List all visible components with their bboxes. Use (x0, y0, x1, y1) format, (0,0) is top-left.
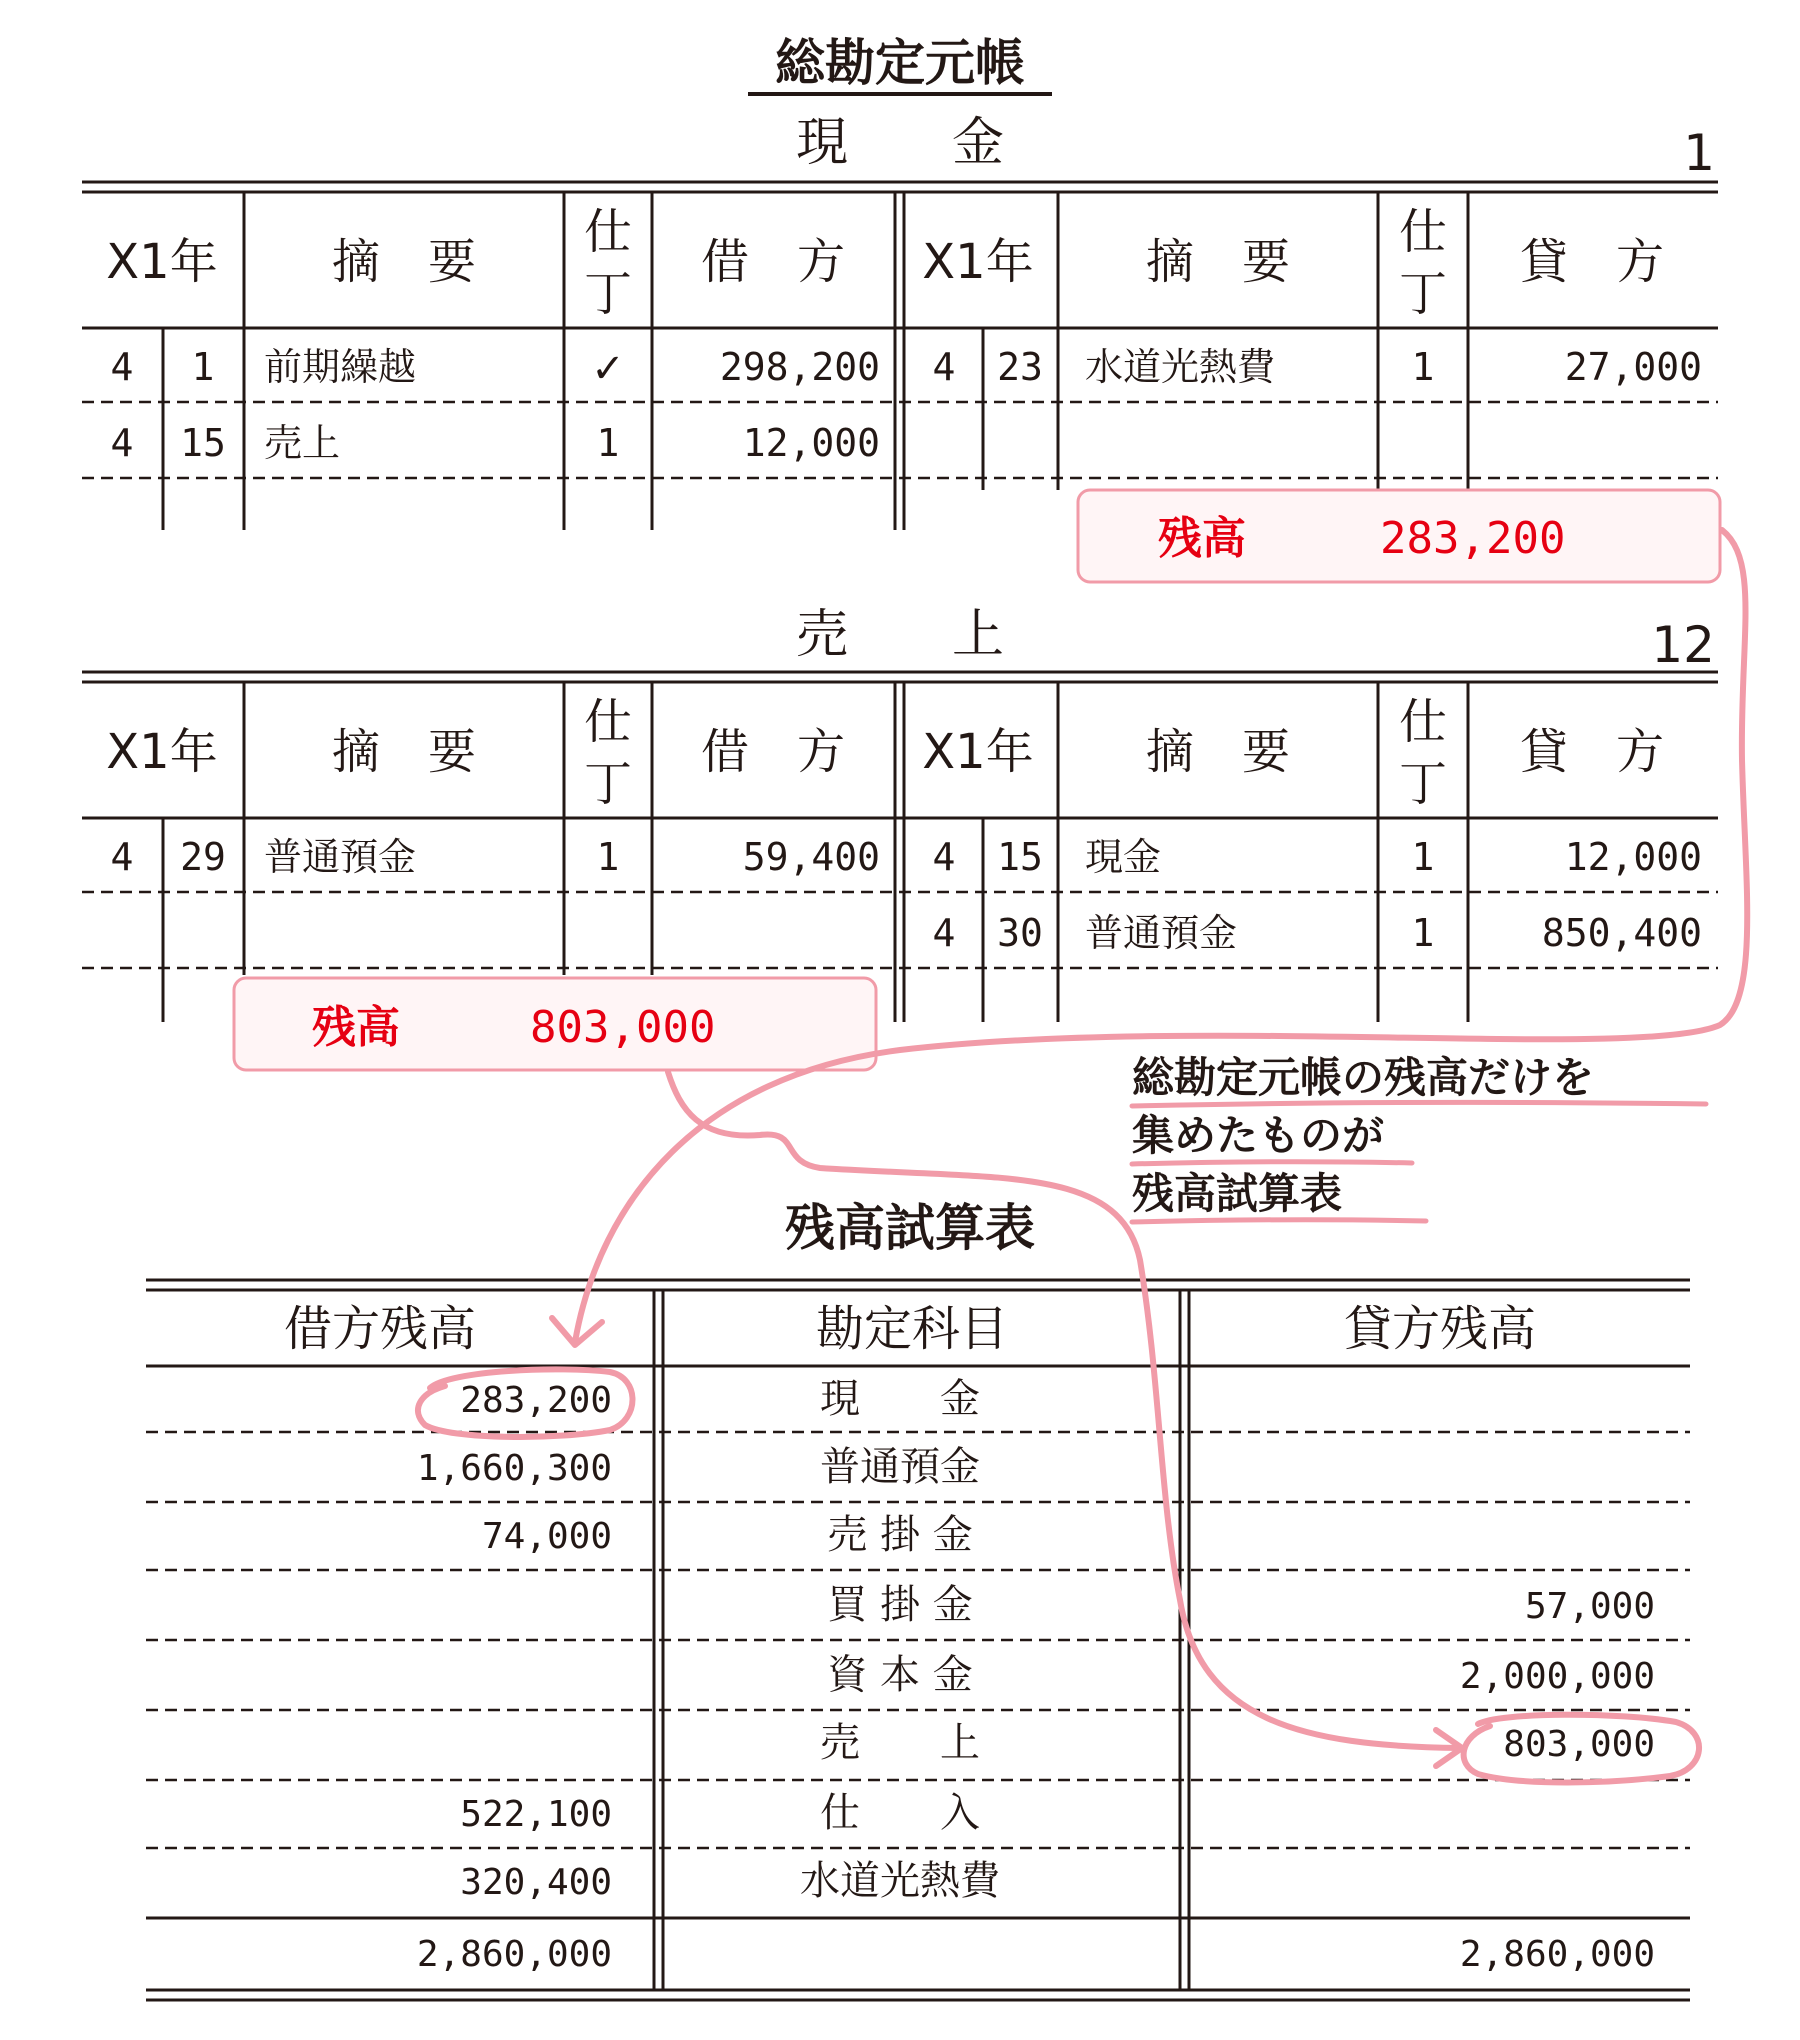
svg-text:普通預金: 普通預金 (1085, 911, 1238, 955)
svg-text:1: 1 (1411, 345, 1435, 389)
svg-text:4: 4 (110, 345, 134, 389)
svg-text:15: 15 (997, 835, 1043, 879)
table-row (460, 1858, 1002, 1904)
header-desc-left: 摘 要 (331, 724, 477, 780)
header-ref-bottom-left: 丁 (583, 756, 633, 812)
header-debit: 借 方 (700, 724, 846, 780)
total-credit: 2,860,000 (1459, 1934, 1655, 1975)
svg-text:1: 1 (596, 835, 620, 879)
header-ref-top-left: 仕 (583, 204, 633, 260)
svg-text:水道光熱費: 水道光熱費 (800, 1858, 1000, 1904)
ledger-number: 1 (1683, 124, 1715, 182)
table-row (820, 1720, 1655, 1766)
svg-text:1: 1 (191, 345, 215, 389)
svg-text:2,000,000: 2,000,000 (1459, 1656, 1655, 1697)
balance-label: 残高 (1158, 513, 1246, 564)
note-line-1: 総勘定元帳の残高だけを (1132, 1053, 1595, 1102)
trial-balance-rows (417, 1376, 1655, 1975)
svg-text:前期繰越: 前期繰越 (264, 345, 417, 389)
svg-text:57,000: 57,000 (1524, 1586, 1655, 1627)
svg-text:水道光熱費: 水道光熱費 (1085, 345, 1276, 389)
credit-rows (933, 835, 1702, 955)
balance-amount: 283,200 (1380, 513, 1566, 564)
svg-text:27,000: 27,000 (1564, 345, 1702, 389)
svg-text:12,000: 12,000 (1564, 835, 1702, 879)
header-year-right: X1年 (922, 234, 1034, 290)
svg-text:4: 4 (110, 421, 134, 465)
ledger-sales (82, 605, 1718, 1070)
general-ledger-title: 総勘定元帳 (775, 34, 1025, 92)
svg-text:283,200: 283,200 (460, 1380, 612, 1421)
table-row (482, 1512, 973, 1558)
ledger-name: 売 上 (795, 605, 1005, 665)
table-row (827, 1582, 1655, 1628)
debit-rows (111, 345, 880, 465)
svg-text:普通預金: 普通預金 (264, 835, 417, 879)
header-desc-right: 摘 要 (1145, 234, 1291, 290)
svg-text:現金: 現金 (1085, 835, 1162, 879)
svg-text:1: 1 (1411, 835, 1435, 879)
header-ref-bottom-left: 丁 (583, 266, 633, 322)
svg-text:29: 29 (180, 835, 226, 879)
svg-text:23: 23 (997, 345, 1043, 389)
header-year-left: X1年 (106, 234, 218, 290)
table-row (111, 421, 880, 465)
svg-text:✓: ✓ (591, 346, 625, 392)
header-credit-balance: 貸方残高 (1343, 1301, 1537, 1357)
svg-text:売 掛 金: 売 掛 金 (827, 1512, 973, 1558)
total-debit: 2,860,000 (416, 1934, 612, 1975)
table-row (460, 1376, 980, 1422)
header-ref-bottom-right: 丁 (1398, 266, 1448, 322)
table-row (933, 345, 1702, 389)
svg-text:30: 30 (997, 911, 1043, 955)
header-credit: 貸 方 (1519, 234, 1665, 290)
svg-text:4: 4 (932, 835, 956, 879)
svg-text:15: 15 (180, 421, 226, 465)
svg-text:買 掛 金: 買 掛 金 (827, 1582, 973, 1628)
ledger-cash (82, 113, 1720, 582)
debit-rows (111, 835, 880, 879)
svg-text:320,400: 320,400 (460, 1862, 612, 1903)
explanatory-note (1132, 1053, 1706, 1222)
svg-text:4: 4 (932, 345, 956, 389)
header-ref-top-left: 仕 (583, 694, 633, 750)
table-row (460, 1790, 980, 1836)
svg-text:普通預金: 普通預金 (820, 1444, 980, 1490)
svg-text:現 金: 現 金 (820, 1376, 980, 1422)
header-year-right: X1年 (922, 724, 1034, 780)
balance-amount: 803,000 (530, 1002, 716, 1053)
header-ref-top-right: 仕 (1398, 204, 1448, 260)
svg-text:803,000: 803,000 (1503, 1724, 1655, 1765)
header-debit-balance: 借方残高 (283, 1301, 477, 1357)
table-row (111, 835, 880, 879)
header-ref-top-right: 仕 (1398, 694, 1448, 750)
svg-text:資 本 金: 資 本 金 (827, 1652, 973, 1698)
svg-text:1: 1 (1411, 911, 1435, 955)
svg-text:850,400: 850,400 (1541, 911, 1702, 955)
svg-text:売上: 売上 (264, 421, 341, 465)
table-row (827, 1652, 1655, 1698)
svg-text:522,100: 522,100 (460, 1794, 612, 1835)
note-line-2: 集めたものが (1132, 1111, 1385, 1160)
table-row (417, 1444, 980, 1490)
note-line-3: 残高試算表 (1132, 1169, 1343, 1218)
ledger-name: 現 金 (795, 113, 1005, 173)
ledger-number: 12 (1651, 616, 1715, 674)
svg-text:4: 4 (110, 835, 134, 879)
header-ref-bottom-right: 丁 (1398, 756, 1448, 812)
svg-text:1: 1 (596, 421, 620, 465)
svg-text:4: 4 (932, 911, 956, 955)
header-debit: 借 方 (700, 234, 846, 290)
table-row (933, 911, 1702, 955)
trial-balance (146, 1199, 1690, 2000)
header-account: 勘定科目 (815, 1301, 1009, 1357)
credit-rows (933, 345, 1702, 389)
totals-row (417, 1934, 1655, 1975)
balance-label: 残高 (312, 1002, 400, 1053)
trial-balance-title: 残高試算表 (785, 1199, 1035, 1257)
header-desc-left: 摘 要 (331, 234, 477, 290)
svg-text:74,000: 74,000 (481, 1516, 612, 1557)
header-year-left: X1年 (106, 724, 218, 780)
table-row (933, 835, 1702, 879)
svg-text:売 上: 売 上 (820, 1720, 980, 1766)
svg-text:59,400: 59,400 (742, 835, 880, 879)
svg-text:298,200: 298,200 (719, 345, 880, 389)
header-desc-right: 摘 要 (1145, 724, 1291, 780)
header-credit: 貸 方 (1519, 724, 1665, 780)
svg-text:12,000: 12,000 (742, 421, 880, 465)
table-row (111, 345, 880, 392)
svg-text:仕 入: 仕 入 (820, 1790, 980, 1836)
svg-text:1,660,300: 1,660,300 (416, 1448, 612, 1489)
